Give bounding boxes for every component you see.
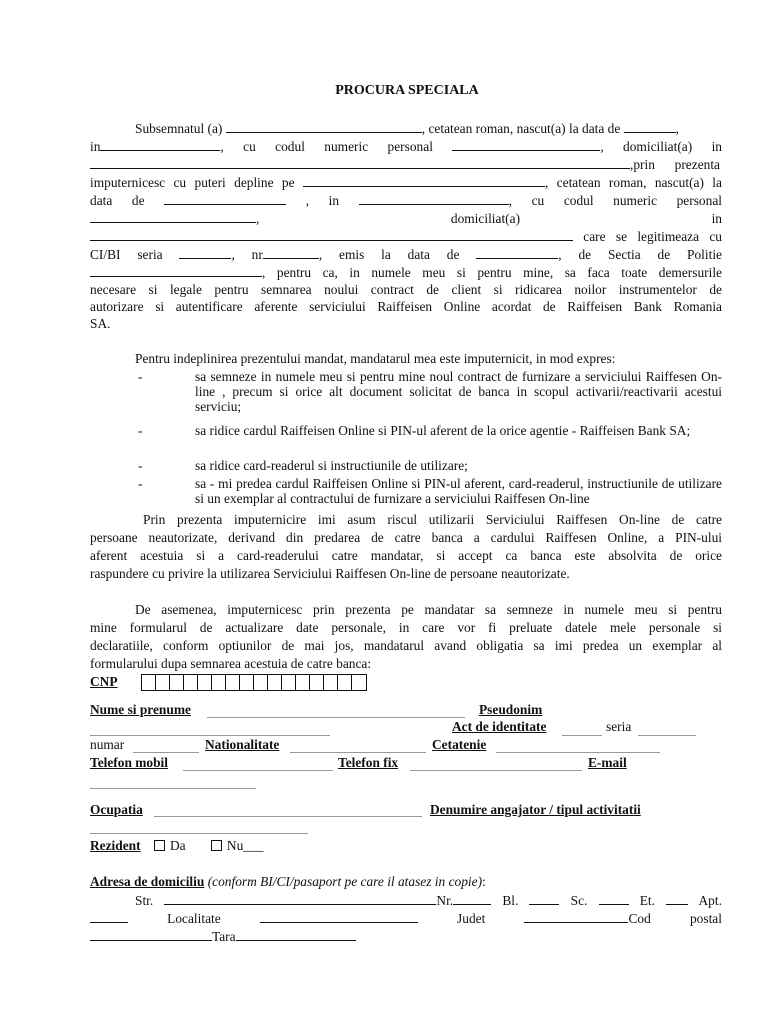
bl-input[interactable]: [529, 892, 559, 905]
nume-input[interactable]: [207, 716, 465, 718]
address-field[interactable]: [90, 156, 630, 169]
sc-input[interactable]: [599, 892, 629, 905]
para3-line1: Prin prezenta imputernicire imi asum riscul utilizarii Serviciului Raiffesen On-line de catre: [143, 512, 722, 527]
nationalitate-input[interactable]: [290, 751, 426, 753]
rezident-da-checkbox[interactable]: [154, 840, 165, 851]
birth-date-field[interactable]: [624, 120, 676, 133]
mandatar-birth-date-field[interactable]: [164, 192, 286, 205]
para1-line1: Subsemnatul (a) , cetatean roman, nascut(a) la data de ,: [135, 121, 680, 136]
bullet-dash: -: [138, 423, 143, 438]
name-field[interactable]: [226, 120, 422, 133]
para1-line4: imputernicesc cu puteri depline pe , cetatean roman, nascut(a) la: [90, 175, 722, 190]
para1-line6: , domiciliat(a) in: [90, 210, 722, 226]
rezident-row: Rezident Da Nu___: [90, 838, 264, 853]
numar-label: numar: [90, 737, 125, 752]
para1-line8: CI/BI seria , nr , emis la data de , de Sectia de Politie: [90, 247, 722, 262]
angajator-input[interactable]: [90, 832, 308, 834]
act-input[interactable]: [562, 734, 602, 736]
nationalitate-label: Nationalitate: [205, 737, 280, 752]
mandatar-address-field[interactable]: [90, 228, 573, 241]
telefon-fix-input[interactable]: [410, 769, 582, 771]
email-label: E-mail: [588, 755, 627, 770]
mandatar-name-field[interactable]: [303, 174, 545, 187]
mandate-intro: Pentru indeplinirea prezentului mandat, mandatarul mea este imputernicit, in mod expres:: [135, 351, 616, 366]
seria-label: seria: [606, 719, 632, 734]
cnp-label: CNP: [90, 674, 118, 689]
street-input[interactable]: [164, 892, 436, 905]
ocupatia-label: Ocupatia: [90, 802, 143, 817]
cetatenie-label: Cetatenie: [432, 737, 487, 752]
nr-input[interactable]: [453, 892, 491, 905]
tara-input[interactable]: [236, 928, 356, 941]
address-heading-row: Adresa de domiciliu (conform BI/CI/pasaport pe care il atasez in copie):: [90, 874, 486, 889]
seria-input[interactable]: [638, 734, 696, 736]
id-series-field[interactable]: [179, 246, 231, 259]
police-station-field[interactable]: [90, 264, 262, 277]
bullet-dash: -: [138, 369, 143, 384]
para1-line5: data de , in , cu codul numeric personal: [90, 193, 722, 208]
mandate-item-2: sa ridice cardul Raiffeisen Online si PIN-ul aferent de la orice agentie - Raiffeisen Bank SA;: [195, 423, 691, 438]
address-line1: Str. Nr. Bl. Sc. Et. Apt.: [135, 893, 722, 908]
angajator-label: Denumire angajator / tipul activitatii: [430, 802, 641, 817]
cnp-field[interactable]: [452, 138, 600, 151]
judet-input[interactable]: [524, 910, 628, 923]
address-line2: Localitate Judet Cod postal: [90, 910, 722, 926]
mandatar-birth-place-field[interactable]: [359, 192, 509, 205]
et-input[interactable]: [666, 892, 688, 905]
birth-place-field[interactable]: [100, 138, 220, 151]
issue-date-field[interactable]: [476, 246, 558, 259]
para1-line3: ,prin prezenta: [90, 156, 720, 172]
para1-line11: autorizare si autentificare aferente serviciului Raiffeisen Online acordat de Raiffeisen Bank Romania: [90, 299, 722, 314]
telefon-mobil-input[interactable]: [183, 769, 333, 771]
localitate-input[interactable]: [260, 910, 418, 923]
nume-label: Nume si prenume: [90, 702, 191, 717]
pseudonim-input[interactable]: [90, 734, 330, 736]
para3-line4: raspundere cu privire la utilizarea Serviciului Raiffesen On-line de persoane neautorizate.: [90, 566, 570, 581]
numar-input[interactable]: [133, 751, 199, 753]
para4-line2: mine formularul de actualizare date personale, in care vor fi preluate datele mele personale si: [90, 620, 722, 635]
act-label: Act de identitate: [452, 719, 547, 734]
telefon-mobil-label: Telefon mobil: [90, 755, 168, 770]
bullet-dash: -: [138, 476, 143, 491]
address-line3: Tara: [90, 928, 356, 944]
para1-line12: SA.: [90, 316, 111, 331]
pseudonim-label: Pseudonim: [479, 702, 543, 717]
email-input[interactable]: [90, 787, 256, 789]
cod-postal-input[interactable]: [90, 928, 212, 941]
telefon-fix-label: Telefon fix: [338, 755, 399, 770]
cetatenie-input[interactable]: [496, 751, 660, 753]
para1-line7: care se legitimeaza cu: [90, 228, 722, 244]
rezident-nu-checkbox[interactable]: [211, 840, 222, 851]
para3-line3: aferent acestuia si a card-readerului catre mandatar, si accept ca banca este absolvita de orice: [90, 548, 722, 563]
mandatar-cnp-field[interactable]: [90, 210, 256, 223]
para3-line2: persoane neautorizate, derivand din predarea de catre banca a cardului Raiffesen Online, a PIN-ului: [90, 530, 722, 545]
mandate-item-4: sa - mi predea cardul Raiffeisen Online si PIN-ul aferent, card-readerul, instructiunile de utilizare si un exemplar al contractului de furnizare a serviciului Raiffesen On-line: [195, 476, 722, 506]
para1-line9: , pentru ca, in numele meu si pentru mine, sa faca toate demersurile: [90, 264, 722, 280]
para4-line1: De asemenea, imputernicesc prin prezenta pe mandatar sa semneze in numele meu si pentru: [135, 602, 722, 617]
apt-input[interactable]: [90, 910, 128, 923]
mandate-item-3: sa ridice card-readerul si instructiunile de utilizare;: [195, 458, 468, 473]
cnp-boxes[interactable]: [141, 674, 367, 691]
page-title: PROCURA SPECIALA: [335, 83, 479, 98]
bullet-dash: -: [138, 458, 143, 473]
para4-line3: declaratiile, conform optiunilor de mai jos, mandatarul avand obligatia sa imi predea un exemplar al: [90, 638, 722, 653]
para4-line4: formularului dupa semnarea acestuia de catre banca:: [90, 656, 372, 671]
ocupatia-input[interactable]: [154, 815, 422, 817]
para1-line10: necesare si legale pentru semnarea noului contract de client si ridicarea noilor instrumentelor de: [90, 282, 722, 297]
mandate-item-1: sa semneze in numele meu si pentru mine noul contract de furnizare a serviciului Raiffesen On-line , precum si orice alt document solicitat de banca in scopul activarii/reactivarii acestui serviciu;: [195, 369, 722, 414]
para1-line2: in , cu codul numeric personal , domiciliat(a) in: [90, 139, 722, 154]
id-number-field[interactable]: [263, 246, 319, 259]
